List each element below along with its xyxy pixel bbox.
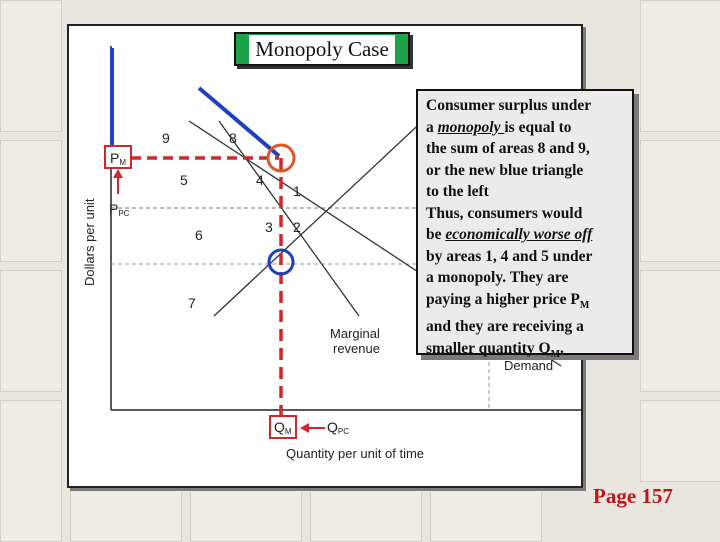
background-tile — [640, 140, 720, 262]
area-label-7: 7 — [188, 295, 196, 311]
note-line: Thus, consumers would — [426, 204, 583, 222]
title-box — [234, 32, 410, 66]
note-line: paying a higher price $P_M$ — [426, 290, 590, 311]
background-tile — [70, 490, 182, 542]
background-tile — [0, 140, 62, 262]
background-tile — [0, 400, 62, 542]
qpc-label: QPC — [327, 419, 350, 436]
background-tile — [0, 0, 62, 132]
worse-off-emphasis: economically worse off — [445, 226, 593, 243]
area-label-4: 4 — [256, 172, 264, 188]
note-line: Consumer surplus under — [426, 97, 592, 114]
background-tile — [430, 490, 542, 542]
note-line: and they are receiving a — [426, 318, 584, 336]
area-label-3: 3 — [265, 219, 273, 235]
note-line: a monopoly is equal to — [426, 118, 572, 136]
marginal-cost-curve — [214, 101, 444, 316]
note-line: or the new blue triangle — [426, 161, 584, 179]
area-label-8: 8 — [229, 130, 237, 146]
area-label-1: 1 — [293, 183, 301, 199]
demand-label: Demand — [504, 358, 554, 373]
background-tile — [0, 270, 62, 392]
mr-label-line1: Marginal — [330, 326, 380, 341]
area-label-5: 5 — [180, 172, 188, 188]
mr-label-line2: revenue — [333, 341, 380, 356]
note-line: to the left — [426, 183, 489, 200]
background-tile — [640, 400, 720, 482]
pm-label: PM — [110, 150, 127, 167]
background-tile — [640, 270, 720, 392]
page-title: Monopoly Case — [249, 35, 395, 64]
blue-diagonal-edge — [199, 88, 279, 156]
note-line: be economically worse off — [426, 226, 593, 243]
qm-arrowhead — [300, 423, 309, 433]
pm-arrowhead — [113, 169, 123, 178]
background-tile — [190, 490, 302, 542]
area-label-9: 9 — [162, 130, 170, 146]
area-label-6: 6 — [195, 227, 203, 243]
qm-label: QM — [274, 419, 292, 436]
note-line: the sum of areas 8 and 9, — [426, 140, 590, 157]
y-axis-label: Dollars per unit — [82, 198, 97, 286]
background-tile — [640, 0, 720, 132]
area-label-2: 2 — [293, 219, 301, 235]
background-tile — [310, 490, 422, 542]
page-reference: Page 157 — [593, 484, 673, 508]
note-line: a monopoly. They are — [426, 269, 569, 286]
monopoly-emphasis: monopoly — [437, 118, 505, 136]
x-axis-label: Quantity per unit of time — [286, 446, 425, 461]
note-line: smaller quantity $Q_M$. — [426, 339, 564, 360]
note-line: by areas 1, 4 and 5 under — [426, 247, 593, 265]
explanation-note — [416, 89, 634, 360]
ppc-label: PPC — [109, 201, 130, 218]
